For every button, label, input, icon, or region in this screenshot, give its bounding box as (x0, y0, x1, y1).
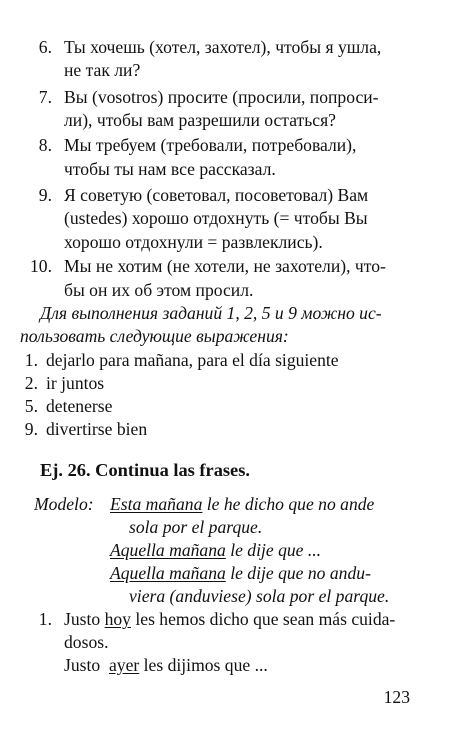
model-text: le dije que ... (225, 540, 322, 560)
exercise-text: les hemos dicho que sean más cuida- (130, 609, 396, 629)
exercise-line (64, 609, 395, 630)
exercise-text: les dijimos que ... (139, 655, 268, 675)
model-line: viera (anduviese) sola por el parque. (129, 586, 390, 606)
expression-text: dejarlo para mañana, para el día siguiente (46, 350, 339, 370)
instruction-note: Для выполнения заданий 1, 2, 5 и 9 можно ис- (40, 303, 382, 323)
expression-number: 5. (24, 396, 38, 416)
item-line: Ты хочешь (хотел, захотел), чтобы я ушла, (64, 37, 382, 57)
expression-text: divertirse bien (46, 419, 148, 439)
model-line (110, 494, 374, 515)
item-line: Вы (vosotros) просите (просили, попроси- (64, 87, 379, 107)
instruction-note: пользовать следующие выражения: (20, 326, 289, 346)
exercise-text: Justo (64, 609, 105, 629)
expression-number: 1. (24, 350, 38, 370)
underlined-word: ayer (108, 655, 140, 675)
underlined-phrase: Aquella mañana (110, 563, 226, 583)
exercise-line (64, 655, 268, 676)
exercise-text: Justo (64, 655, 109, 675)
item-number: 1. (38, 609, 52, 629)
item-number: 7. (38, 87, 52, 107)
item-line: хорошо отдохнули = развлеклись). (64, 232, 323, 252)
exercise-line: dosos. (64, 632, 109, 652)
item-number: 9. (38, 185, 52, 205)
page-number: 123 (383, 687, 410, 707)
exercise-title: Ej. 26. Continua las frases. (40, 460, 250, 480)
model-line (110, 563, 371, 584)
item-line: (ustedes) хорошо отдохнуть (= чтобы Вы (64, 208, 368, 228)
item-number: 8. (38, 135, 52, 155)
underlined-phrase: Aquella mañana (110, 540, 226, 560)
item-line: чтобы ты нам все рассказал. (64, 159, 276, 179)
expression-text: detenerse (46, 396, 113, 416)
model-label: Modelo: (34, 494, 94, 514)
expression-text: ir juntos (46, 373, 105, 393)
item-line: ли), чтобы вам разрешили остаться? (64, 110, 336, 130)
item-line: Мы требуем (требовали, потребовали), (64, 135, 357, 155)
underlined-phrase: Esta mañana (110, 494, 203, 514)
model-text: le he dicho que no ande (202, 494, 375, 514)
item-line: бы он их об этом просил. (64, 280, 254, 300)
expression-number: 9. (24, 419, 38, 439)
expression-number: 2. (24, 373, 38, 393)
item-line: Я советую (советовал, посоветовал) Вам (64, 185, 369, 205)
item-number: 6. (38, 37, 52, 57)
model-line (110, 540, 321, 561)
item-line: Мы не хотим (не хотели, не захотели), что- (64, 256, 386, 276)
item-number: 10. (30, 256, 52, 276)
model-line: sola por el parque. (129, 517, 263, 537)
underlined-word: hoy (104, 609, 131, 629)
item-line: не так ли? (64, 60, 141, 80)
model-text: le dije que no andu- (225, 563, 371, 583)
